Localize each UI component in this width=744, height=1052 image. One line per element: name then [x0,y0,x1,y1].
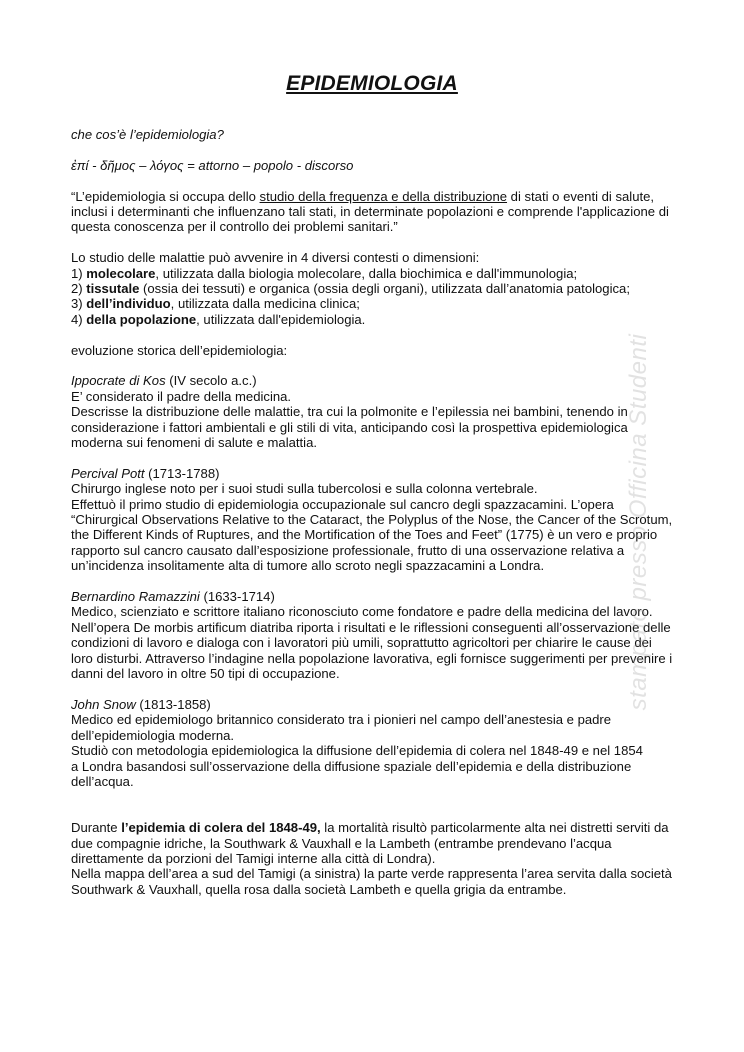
etymology-line: ἐπί - δῆμος – λόγος = attorno – popolo - discorso [71,157,354,173]
history-heading: evoluzione storica dell’epidemiologia: [71,342,288,358]
map-note: Nella mappa dell’area a sud del Tamigi (a sinistra) la parte verde rappresenta l’area servita dalla società Southwark & Vauxhall, quella rosa dalla società Lambeth e quella grigia da entrambe. [71,866,672,897]
ramazzini-body: Nell’opera De morbis artificum diatriba riporta i risultati e le riflessioni conseguenti all’osservazione delle condizioni di lavoro e dialoga con i lavoratori più umili, soprattutto agricoltori per chiarire le cause dei loro disturbi. Attraverso l’indagine nella popolazione lavorativa, egli fornisce suggerimenti per prevenire i danni del lavoro in oltre 50 tipi di occupazione. [71,619,673,682]
pott-body: Effettuò il primo studio di epidemiologia occupazionale sul cancro degli spazzacamini. L’opera “Chirurgical Observations Relative to the Cataract, the Polyplus of the Nose, the Cancer of the Scrotum, the Different Kinds of Ruptures, and the Mortification of the Toes and Feet” (1775) è un vero e proprio rapporto sul cancro causato dall’esposizione professionale, frutto di una osservazione relativa a un’incidenza insolitamente alta di tumore allo scroto negli spazzacamini a Londra. [71,496,673,574]
context-item [71,296,675,311]
person-name: John Snow [71,696,136,712]
person-dates: (1813-1858) [135,696,211,712]
item-text: , utilizzata dalla biologia molecolare, dalla biochimica e dall'immunologia; [155,265,578,281]
snow-line3: a Londra basandosi sull’osservazione della diffusione spaziale dell’epidemia e della distribuzione dell’acqua. [71,758,632,789]
snow-line1: Medico ed epidemiologo britannico considerato tra i pionieri nel campo dell’anestesia e padre dell’epidemiologia moderna. [71,712,612,743]
pott-heading [71,466,675,481]
ramazzini-heading [71,589,675,604]
cholera-pre: Durante [71,820,122,836]
item-number: 1) [71,265,87,281]
pott-line1: Chirurgo inglese noto per i suoi studi sulla tubercolosi e sulla colonna vertebrale. [71,481,538,497]
cholera-paragraph [71,820,675,866]
definition-pre: “L’epidemiologia si occupa dello [71,188,260,204]
page-title: EPIDEMIOLOGIA [286,72,458,95]
person-name: Bernardino Ramazzini [71,589,200,605]
cholera-post: la mortalità risultò particolarmente alta nei distretti serviti da due compagnie idriche, la Southwark & Vauxhall e la Lambeth (entrambe prendevano l’acqua direttamente da porzioni del Tamigi interne alla città di Londra). [71,820,669,866]
item-text: (ossia dei tessuti) e organica (ossia degli organi), utilizzata dall’anatomia patologica; [139,281,630,297]
snow-heading [71,697,675,712]
ippocrate-body: Descrisse la distribuzione delle malattie, tra cui la polmonite e l’epilessia nei bambini, tenendo in considerazione i fattori ambientali e gli stili di vita, anticipando così la prospettiva epidemiologica moderna sui fenomeni di salute e malattia. [71,404,628,451]
item-bold: tissutale [86,281,140,297]
context-item [71,312,675,327]
definition-paragraph [71,189,675,235]
person-dates: (1713-1788) [144,465,220,481]
watermark: stampato presso Officina Studenti [625,333,652,711]
item-number: 4) [71,311,87,327]
item-bold: dell’individuo [86,296,171,312]
ippocrate-line1: E’ considerato il padre della medicina. [71,388,292,404]
item-text: , utilizzata dall'epidemiologia. [196,311,366,327]
cholera-bold: l’epidemia di colera del 1848-49, [121,820,321,836]
snow-line2: Studiò con metodologia epidemiologica la diffusione dell’epidemia di colera nel 1848-49 e nel 1854 [71,743,643,759]
context-item [71,266,675,281]
context-item [71,281,675,296]
person-name: Ippocrate di Kos [71,373,166,389]
item-bold: della popolazione [86,311,197,327]
definition-post: di stati o eventi di salute, inclusi i determinanti che influenzano tali stati, in determinate popolazioni e comprende l'applicazione di questa conoscenza per il controllo dei problemi sanitari.” [71,188,669,235]
contexts-intro: Lo studio delle malattie può avvenire in 4 diversi contesti o dimensioni: [71,250,480,266]
item-number: 2) [71,281,87,297]
item-bold: molecolare [86,265,156,281]
item-number: 3) [71,296,87,312]
person-dates: (1633-1714) [199,589,275,605]
item-text: , utilizzata dalla medicina clinica; [170,296,360,312]
person-name: Percival Pott [71,465,145,481]
definition-underlined: studio della frequenza e della distribuzione [259,188,508,204]
question-line: che cos’è l’epidemiologia? [71,127,224,142]
ippocrate-heading [71,373,675,388]
document-body [71,127,675,897]
ramazzini-line1: Medico, scienziato e scrittore italiano riconosciuto come fondatore e padre della medicina del lavoro. [71,604,653,620]
person-dates: (IV secolo a.c.) [165,373,257,389]
